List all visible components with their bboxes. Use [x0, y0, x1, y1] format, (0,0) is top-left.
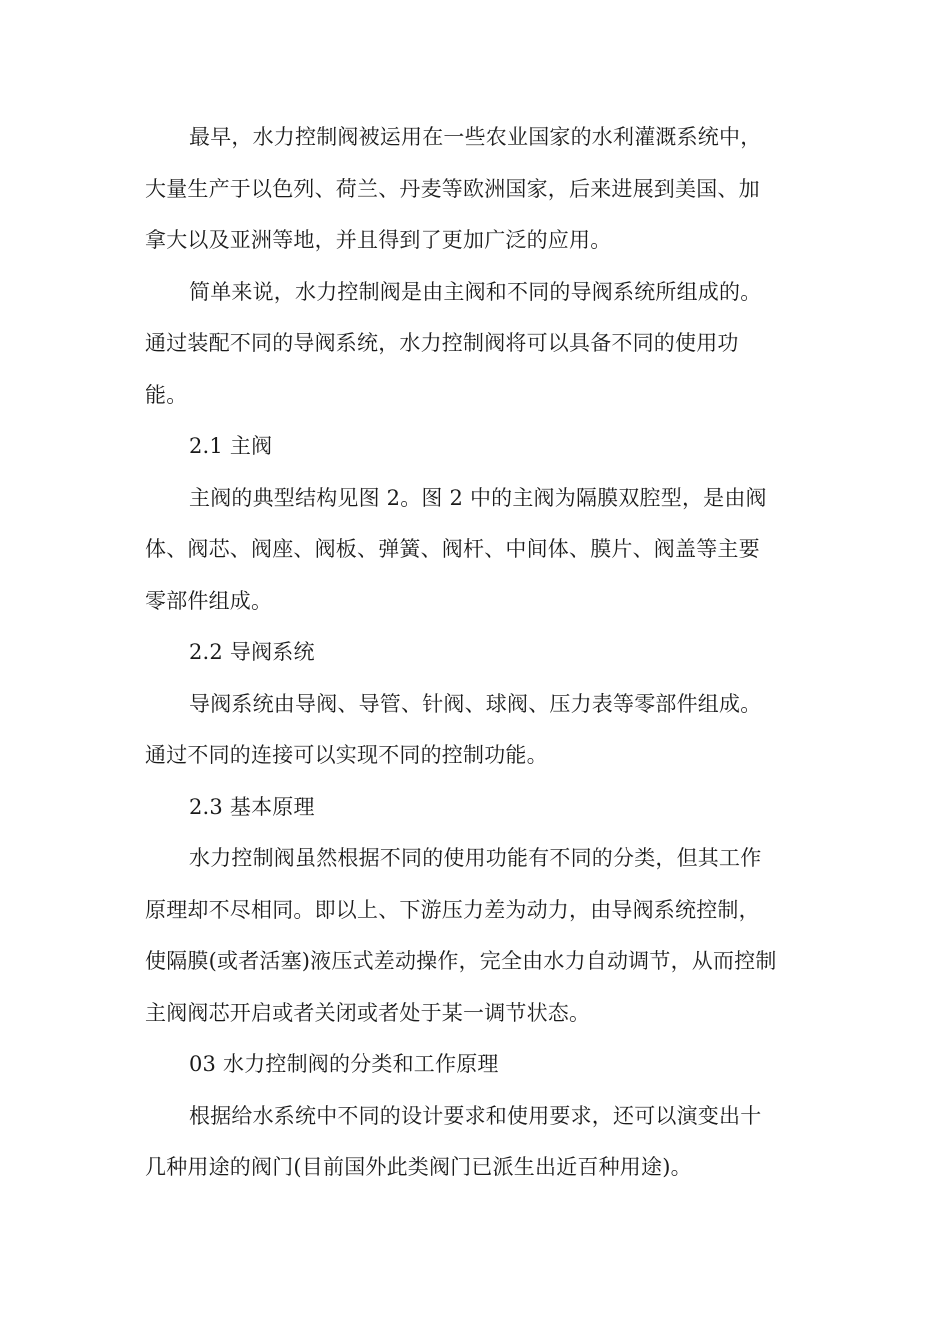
text-line: 体、阀芯、阀座、阀板、弹簧、阀杆、中间体、膜片、阀盖等主要 — [145, 537, 760, 561]
heading-basic-principle — [145, 782, 810, 834]
section-heading: 2.3 基本原理 — [189, 794, 315, 819]
paragraph-history — [145, 112, 810, 267]
paragraph-main-valve — [145, 473, 810, 628]
text-line: 拿大以及亚洲等地，并且得到了更加广泛的应用。 — [145, 228, 612, 252]
paragraph-basic-principle — [145, 833, 810, 1039]
text-line: 使隔膜(或者活塞)液压式差动操作，完全由水力自动调节，从而控制 — [145, 949, 777, 973]
heading-main-valve — [145, 421, 810, 473]
text-line: 原理却不尽相同。即以上、下游压力差为动力，由导阀系统控制， — [145, 897, 760, 922]
section-heading: 2.2 导阀系统 — [189, 640, 315, 664]
section-heading: 03 水力控制阀的分类和工作原理 — [189, 1052, 499, 1076]
text-line: 零部件组成。 — [145, 588, 273, 613]
text-line: 简单来说，水力控制阀是由主阀和不同的导阀系统所组成的。 — [189, 279, 762, 304]
heading-pilot-system — [145, 627, 810, 679]
text-line: 主阀的典型结构见图 2。图 2 中的主阀为隔膜双腔型，是由阀 — [189, 485, 767, 510]
text-line: 根据给水系统中不同的设计要求和使用要求，还可以演变出十 — [189, 1103, 762, 1128]
paragraph-classification — [145, 1091, 810, 1194]
text-line: 通过装配不同的导阀系统，水力控制阀将可以具备不同的使用功 — [145, 331, 739, 355]
text-line: 几种用途的阀门(目前国外此类阀门已派生出近百种用途)。 — [145, 1155, 692, 1179]
paragraph-overview — [145, 267, 810, 422]
text-line: 能。 — [145, 382, 188, 407]
text-line: 通过不同的连接可以实现不同的控制功能。 — [145, 743, 548, 767]
heading-classification — [145, 1039, 810, 1091]
text-line: 大量生产于以色列、荷兰、丹麦等欧洲国家，后来进展到美国、加 — [145, 176, 760, 201]
text-line: 导阀系统由导阀、导管、针阀、球阀、压力表等零部件组成。 — [189, 691, 762, 716]
text-line: 最早，水力控制阀被运用在一些农业国家的水利灌溉系统中， — [189, 125, 762, 149]
text-line: 水力控制阀虽然根据不同的使用功能有不同的分类，但其工作 — [189, 846, 762, 870]
text-line: 主阀阀芯开启或者关闭或者处于某一调节状态。 — [145, 1000, 591, 1025]
paragraph-pilot-system — [145, 679, 810, 782]
section-heading: 2.1 主阀 — [189, 434, 273, 458]
